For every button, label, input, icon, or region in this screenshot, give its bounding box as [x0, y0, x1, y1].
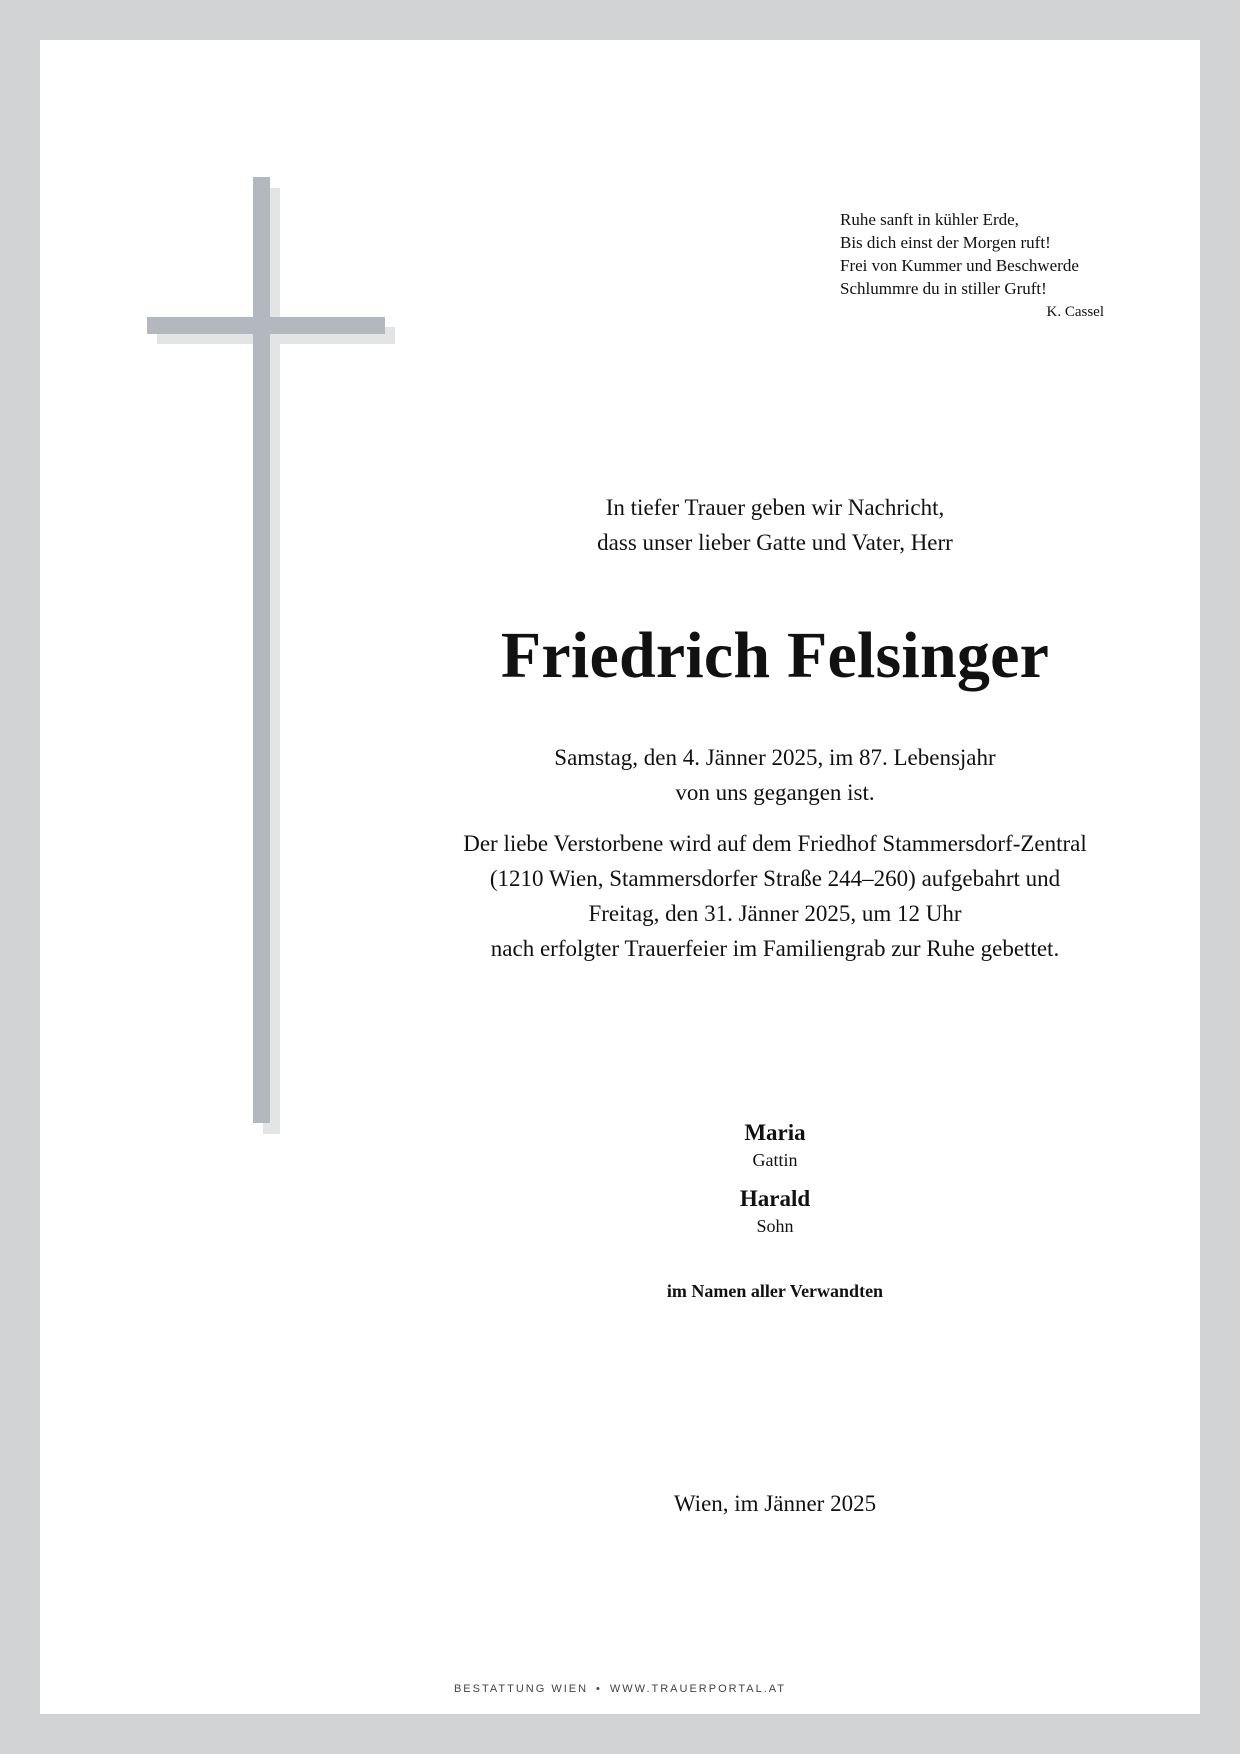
death-line: von uns gegangen ist. [675, 780, 875, 805]
poem-line: Schlummre du in stiller Gruft! [840, 279, 1047, 298]
cross-shadow-horizontal [157, 327, 395, 344]
obituary-page [40, 40, 1200, 1714]
footer-company: BESTATTUNG WIEN [453, 1683, 589, 1695]
place-date: Wien, im Jänner 2025 [673, 1491, 877, 1516]
mourner-role: Sohn [756, 1216, 794, 1236]
mourner-name: Harald [739, 1186, 811, 1211]
poem [840, 208, 1104, 323]
deceased-name: Friedrich Felsinger [500, 619, 1050, 692]
intro-text [380, 490, 1170, 560]
poem-author: K. Cassel [1046, 304, 1104, 320]
poem-line: Bis dich einst der Morgen ruft! [840, 233, 1051, 252]
intro-line: dass unser lieber Gatte und Vater, Herr [597, 530, 953, 555]
burial-line: Freitag, den 31. Jänner 2025, um 12 Uhr [588, 901, 962, 926]
footer [40, 1683, 1200, 1695]
mourner-role: Gattin [752, 1150, 798, 1170]
mourners-list [380, 1118, 1170, 1250]
relatives-note: im Namen aller Verwandten [666, 1281, 884, 1301]
death-notice [380, 740, 1170, 810]
footer-website-link[interactable]: WWW.TRAUERPORTAL.AT [609, 1683, 787, 1695]
intro-line: In tiefer Trauer geben wir Nachricht, [605, 495, 945, 520]
poem-line: Ruhe sanft in kühler Erde, [840, 210, 1019, 229]
burial-line: Der liebe Verstorbene wird auf dem Friedhof Stammersdorf-Zentral [463, 831, 1087, 856]
cross-bar-horizontal [147, 317, 385, 334]
cross-bar-vertical [253, 177, 270, 1123]
poem-line: Frei von Kummer und Beschwerde [840, 256, 1079, 275]
mourner-name: Maria [744, 1120, 806, 1145]
footer-separator: • [596, 1683, 602, 1695]
burial-line: nach erfolgter Trauerfeier im Familiengrab zur Ruhe gebettet. [490, 936, 1060, 961]
burial-line: (1210 Wien, Stammersdorfer Straße 244–260) aufgebahrt und [489, 866, 1061, 891]
death-line: Samstag, den 4. Jänner 2025, im 87. Lebensjahr [554, 745, 996, 770]
burial-notice [380, 826, 1170, 966]
cross-shadow-vertical [263, 188, 280, 1134]
